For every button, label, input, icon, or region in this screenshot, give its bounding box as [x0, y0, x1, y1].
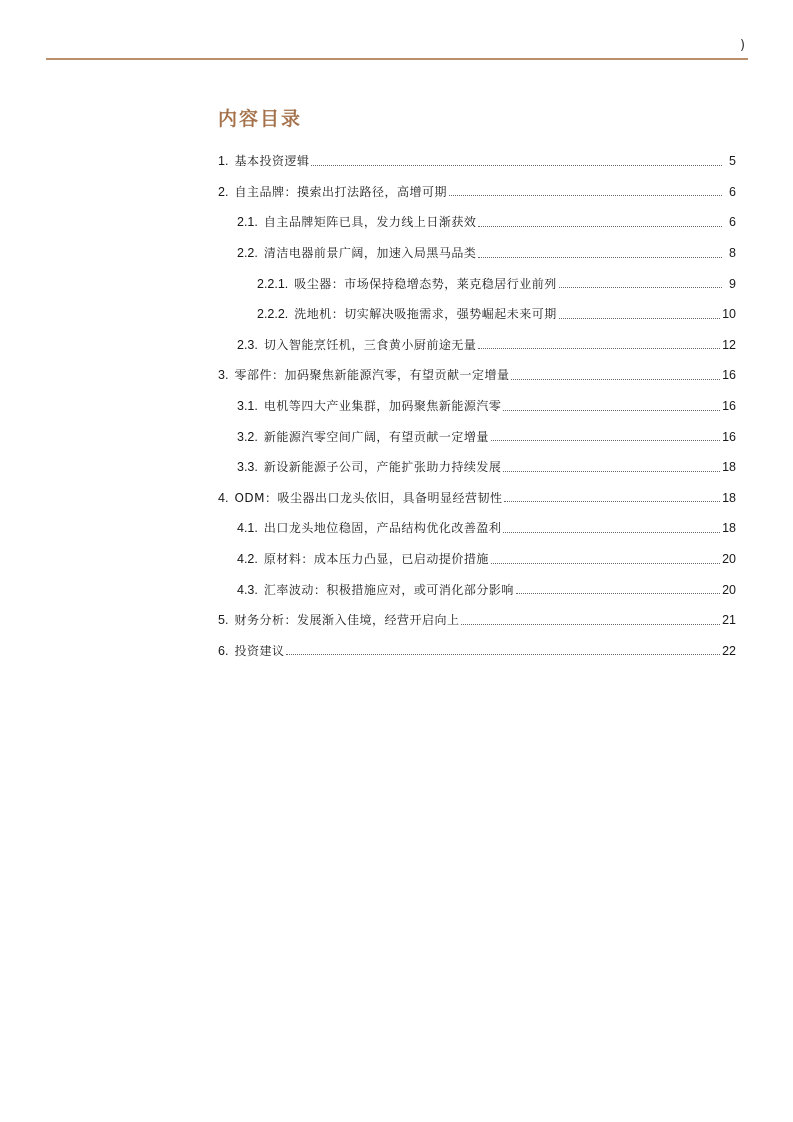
dot-leader — [311, 165, 722, 166]
toc-entry-2-1[interactable] — [218, 207, 736, 238]
toc-entry-text[interactable]: 新设新能源子公司，产能扩张助力持续发展 — [263, 460, 502, 475]
toc-entry-2-2-2[interactable] — [218, 299, 736, 330]
toc-entry-text[interactable]: 洗地机：切实解决吸拖需求，强势崛起未来可期 — [294, 307, 557, 322]
toc-entry-text[interactable]: ODM：吸尘器出口龙头依旧，具备明显经营韧性 — [234, 490, 503, 505]
toc-entry-text[interactable]: 零部件：加码聚焦新能源汽零，有望贡献一定增量 — [234, 368, 510, 383]
dot-leader — [478, 348, 720, 349]
toc-entry-number: 3.2. — [237, 429, 258, 444]
toc-entry-text[interactable]: 清洁电器前景广阔，加速入局黑马品类 — [263, 246, 477, 261]
toc-entry-text[interactable]: 新能源汽零空间广阔，有望贡献一定增量 — [263, 429, 489, 444]
dot-leader — [478, 226, 722, 227]
toc-title: 内容目录 — [218, 108, 303, 130]
toc-entry-number: 5. — [218, 613, 229, 628]
toc-entry-page[interactable]: 8 — [729, 246, 736, 261]
toc-entry-number: 4. — [218, 490, 229, 505]
toc-entry-1[interactable] — [218, 146, 736, 177]
toc-entry-text[interactable]: 基本投资逻辑 — [234, 154, 310, 169]
toc-entry-page[interactable]: 16 — [722, 399, 736, 414]
toc-entry-4[interactable] — [218, 483, 736, 514]
toc-entry-2[interactable] — [218, 177, 736, 208]
toc-entry-4-3[interactable] — [218, 574, 736, 605]
toc-entry-number: 3.3. — [237, 460, 258, 475]
toc-entry-3-1[interactable] — [218, 391, 736, 422]
toc-entry-6[interactable] — [218, 636, 736, 667]
toc-entry-text[interactable]: 自主品牌：摸索出打法路径，高增可期 — [234, 184, 447, 199]
dot-leader — [286, 654, 720, 655]
toc-entry-text[interactable]: 原材料：成本压力凸显，已启动提价措施 — [263, 552, 489, 567]
toc-entry-number: 4.2. — [237, 552, 258, 567]
toc-entry-page[interactable]: 9 — [729, 276, 736, 291]
toc-entry-page[interactable]: 16 — [722, 429, 736, 444]
toc-entry-text[interactable]: 出口龙头地位稳固，产品结构优化改善盈利 — [263, 521, 502, 536]
toc-entry-number: 4.1. — [237, 521, 258, 536]
toc-entry-number: 3.1. — [237, 399, 258, 414]
dot-leader — [504, 501, 720, 502]
dot-leader — [478, 257, 722, 258]
toc-entry-text[interactable]: 自主品牌矩阵已具，发力线上日渐获效 — [263, 215, 477, 230]
toc-entry-page[interactable]: 20 — [722, 582, 736, 597]
toc-entry-3-3[interactable] — [218, 452, 736, 483]
toc-entry-number: 2.2.2. — [257, 307, 289, 322]
toc-entry-text[interactable]: 财务分析：发展渐入佳境，经营开启向上 — [234, 613, 460, 628]
toc-entry-4-1[interactable] — [218, 513, 736, 544]
toc-entry-number: 2. — [218, 184, 229, 199]
toc-entry-page[interactable]: 6 — [729, 215, 736, 230]
dot-leader — [559, 318, 720, 319]
header-divider — [46, 58, 748, 60]
toc-entry-text[interactable]: 汇率波动：积极措施应对，或可消化部分影响 — [263, 582, 514, 597]
toc-entry-page[interactable]: 18 — [722, 460, 736, 475]
toc-entry-page[interactable]: 10 — [722, 307, 736, 322]
toc-entry-page[interactable]: 22 — [722, 643, 736, 658]
toc-entry-2-3[interactable] — [218, 330, 736, 361]
dot-leader — [449, 195, 722, 196]
toc-entry-2-2-1[interactable] — [218, 268, 736, 299]
dot-leader — [491, 563, 720, 564]
dot-leader — [503, 532, 720, 533]
toc-entry-number: 2.3. — [237, 337, 258, 352]
header-corner-mark: ) — [740, 38, 746, 53]
dot-leader — [511, 379, 720, 380]
toc-entry-number: 6. — [218, 643, 229, 658]
toc-entry-3[interactable] — [218, 360, 736, 391]
toc-entry-5[interactable] — [218, 605, 736, 636]
toc-entry-page[interactable]: 18 — [722, 490, 736, 505]
toc-entry-page[interactable]: 5 — [729, 154, 736, 169]
dot-leader — [491, 440, 720, 441]
dot-leader — [503, 471, 720, 472]
toc-entry-text[interactable]: 电机等四大产业集群，加码聚焦新能源汽零 — [263, 399, 502, 414]
dot-leader — [503, 410, 720, 411]
toc-entry-4-2[interactable] — [218, 544, 736, 575]
toc-entry-number: 1. — [218, 154, 229, 169]
toc-entry-number: 2.2. — [237, 246, 258, 261]
toc-entry-number: 2.1. — [237, 215, 258, 230]
toc-entry-text[interactable]: 投资建议 — [234, 643, 285, 658]
toc-entry-number: 4.3. — [237, 582, 258, 597]
toc-entry-text[interactable]: 切入智能烹饪机，三食黄小厨前途无量 — [263, 337, 477, 352]
toc-entry-page[interactable]: 20 — [722, 552, 736, 567]
toc-entry-page[interactable]: 21 — [722, 613, 736, 628]
dot-leader — [559, 287, 722, 288]
dot-leader — [461, 624, 720, 625]
toc-entry-text[interactable]: 吸尘器：市场保持稳增态势，莱克稳居行业前列 — [294, 276, 557, 291]
toc-entry-number: 2.2.1. — [257, 276, 289, 291]
toc-entry-3-2[interactable] — [218, 421, 736, 452]
toc-entry-2-2[interactable] — [218, 238, 736, 269]
toc-entry-page[interactable]: 12 — [722, 337, 736, 352]
table-of-contents — [218, 146, 736, 666]
toc-entry-page[interactable]: 18 — [722, 521, 736, 536]
toc-entry-page[interactable]: 6 — [729, 184, 736, 199]
dot-leader — [516, 593, 720, 594]
toc-entry-page[interactable]: 16 — [722, 368, 736, 383]
toc-entry-number: 3. — [218, 368, 229, 383]
